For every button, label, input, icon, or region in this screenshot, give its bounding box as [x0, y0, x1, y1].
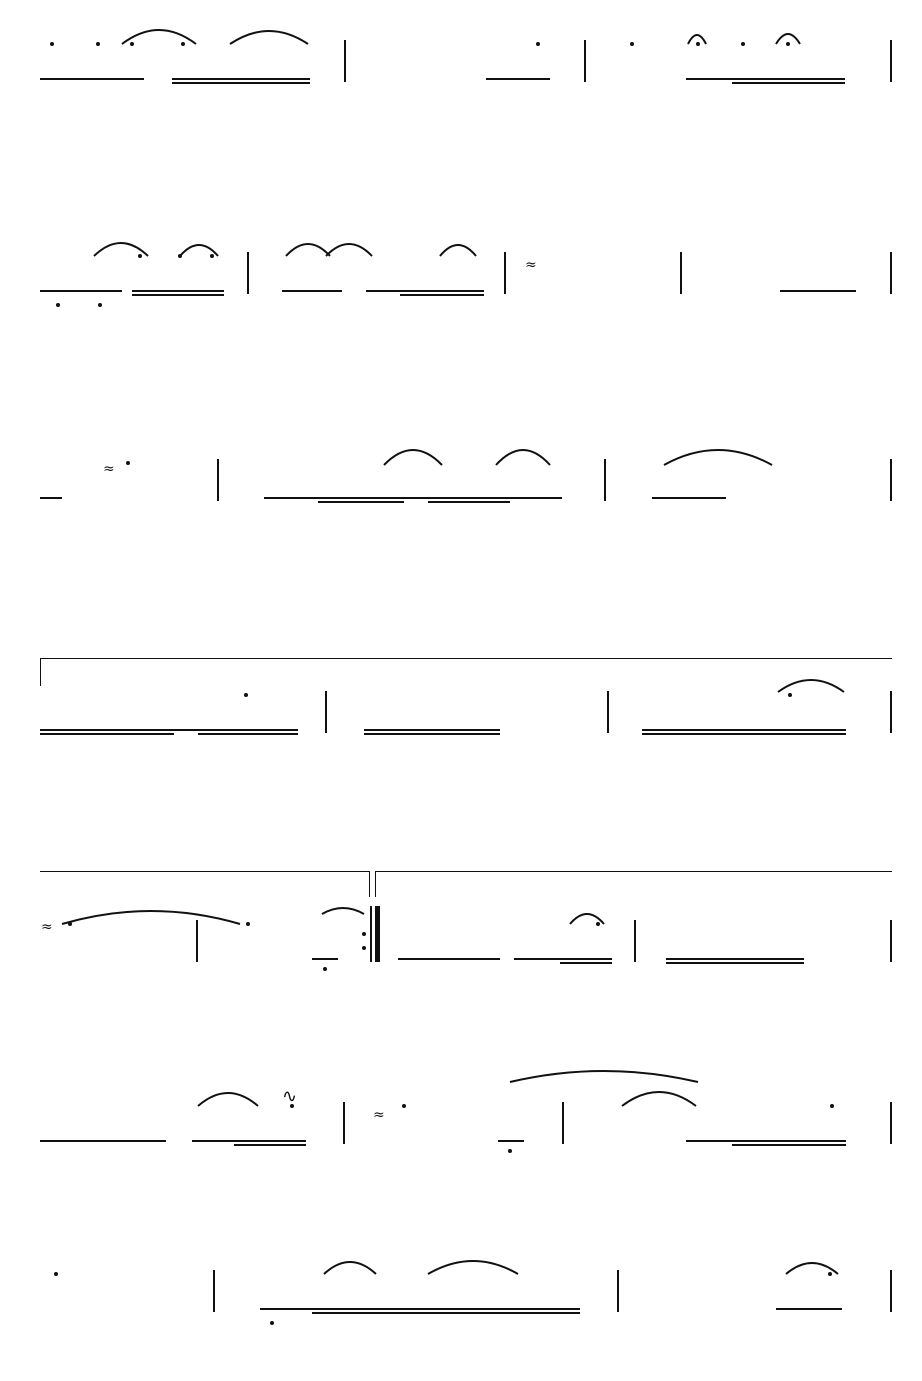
grace-sign: ≈ — [103, 461, 115, 477]
octave-dot — [50, 42, 54, 46]
barline — [890, 1270, 892, 1312]
octave-dot — [210, 254, 214, 258]
octave-dot — [98, 303, 102, 307]
octave-dot — [244, 693, 248, 697]
underline — [364, 729, 500, 731]
underline — [732, 1144, 846, 1146]
slur — [326, 244, 372, 256]
barline — [890, 1102, 892, 1144]
volta-line — [369, 871, 370, 897]
slur — [198, 1093, 258, 1106]
slur — [664, 450, 772, 465]
octave-dot — [181, 42, 185, 46]
slur — [324, 1262, 376, 1274]
slur — [322, 908, 364, 914]
underline — [486, 78, 550, 80]
underline — [132, 290, 224, 292]
underline — [776, 1308, 842, 1310]
barline — [680, 252, 682, 294]
octave-dot — [536, 42, 540, 46]
slur — [622, 1092, 696, 1106]
octave-dot — [741, 42, 745, 46]
underline — [400, 290, 484, 292]
octave-dot — [178, 254, 182, 258]
underline — [234, 1140, 306, 1142]
underline — [732, 1140, 846, 1142]
slur — [778, 680, 844, 692]
grace-sign: ≈ — [373, 1107, 385, 1123]
octave-dot — [126, 461, 130, 465]
underline — [560, 958, 612, 960]
underline — [264, 497, 562, 499]
barline — [584, 40, 586, 82]
octave-dot — [54, 1272, 58, 1276]
underline — [198, 733, 298, 735]
octave-dot — [56, 303, 60, 307]
barline — [504, 252, 506, 294]
octave-dot — [596, 922, 600, 926]
underline — [40, 497, 62, 499]
barline — [890, 920, 892, 962]
underline — [666, 962, 804, 964]
grace-sign: ≈ — [525, 257, 537, 273]
barline — [890, 459, 892, 501]
barline — [196, 920, 198, 962]
underline — [312, 1312, 580, 1314]
underline — [312, 1308, 580, 1310]
volta-line — [40, 871, 370, 872]
barline — [344, 40, 346, 82]
slur — [440, 245, 476, 256]
underline — [732, 78, 845, 80]
underline — [312, 958, 338, 960]
barline — [213, 1270, 215, 1312]
underline — [40, 733, 174, 735]
underline — [428, 501, 510, 503]
slur — [286, 244, 330, 256]
underline — [666, 958, 804, 960]
volta-line — [40, 658, 892, 659]
octave-dot — [786, 42, 790, 46]
slur — [428, 1261, 518, 1274]
barline — [604, 459, 606, 501]
underline — [398, 958, 500, 960]
barline — [562, 1102, 564, 1144]
underline — [132, 294, 224, 296]
barline — [634, 920, 636, 962]
underline — [40, 1140, 166, 1142]
octave-dot — [138, 254, 142, 258]
octave-dot — [270, 1321, 274, 1325]
underline — [642, 729, 846, 731]
underline — [498, 1140, 524, 1142]
underline — [282, 290, 342, 292]
underline — [364, 733, 500, 735]
barline — [890, 40, 892, 82]
underline — [318, 501, 404, 503]
octave-dot — [323, 967, 327, 971]
repeat-bar — [375, 906, 380, 962]
repeat-dot — [362, 946, 366, 950]
repeat-bar — [370, 906, 372, 962]
octave-dot — [828, 1272, 832, 1276]
octave-dot — [68, 922, 72, 926]
barline — [217, 459, 219, 501]
octave-dot — [130, 42, 134, 46]
underline — [172, 82, 310, 84]
repeat-dot — [362, 932, 366, 936]
barline — [890, 252, 892, 294]
volta-line — [375, 871, 892, 872]
grace-sign: ≈ — [41, 919, 53, 935]
underline — [40, 290, 122, 292]
octave-dot — [246, 922, 250, 926]
barline — [247, 252, 249, 294]
barline — [617, 1270, 619, 1312]
underline — [560, 962, 612, 964]
barline — [890, 691, 892, 733]
underline — [40, 78, 144, 80]
underline — [318, 497, 404, 499]
underline — [428, 497, 510, 499]
octave-dot — [788, 693, 792, 697]
slur — [230, 31, 308, 44]
slur — [496, 450, 550, 465]
underline — [780, 290, 856, 292]
barline — [325, 691, 327, 733]
underline — [234, 1144, 306, 1146]
octave-dot — [508, 1149, 512, 1153]
slur — [62, 911, 240, 924]
underline — [642, 733, 846, 735]
slur — [384, 450, 442, 465]
volta-line — [40, 658, 41, 686]
octave-dot — [630, 42, 634, 46]
octave-dot — [402, 1104, 406, 1108]
volta-line — [375, 871, 376, 897]
octave-dot — [96, 42, 100, 46]
octave-dot — [696, 42, 700, 46]
octave-dot — [830, 1104, 834, 1108]
underline — [172, 78, 310, 80]
underline — [198, 729, 298, 731]
barline — [607, 691, 609, 733]
slur — [510, 1071, 698, 1082]
barline — [343, 1102, 345, 1144]
underline — [652, 497, 726, 499]
mordent: ∿ — [282, 1086, 298, 1107]
underline — [40, 729, 174, 731]
underline — [732, 82, 845, 84]
underline — [400, 294, 484, 296]
